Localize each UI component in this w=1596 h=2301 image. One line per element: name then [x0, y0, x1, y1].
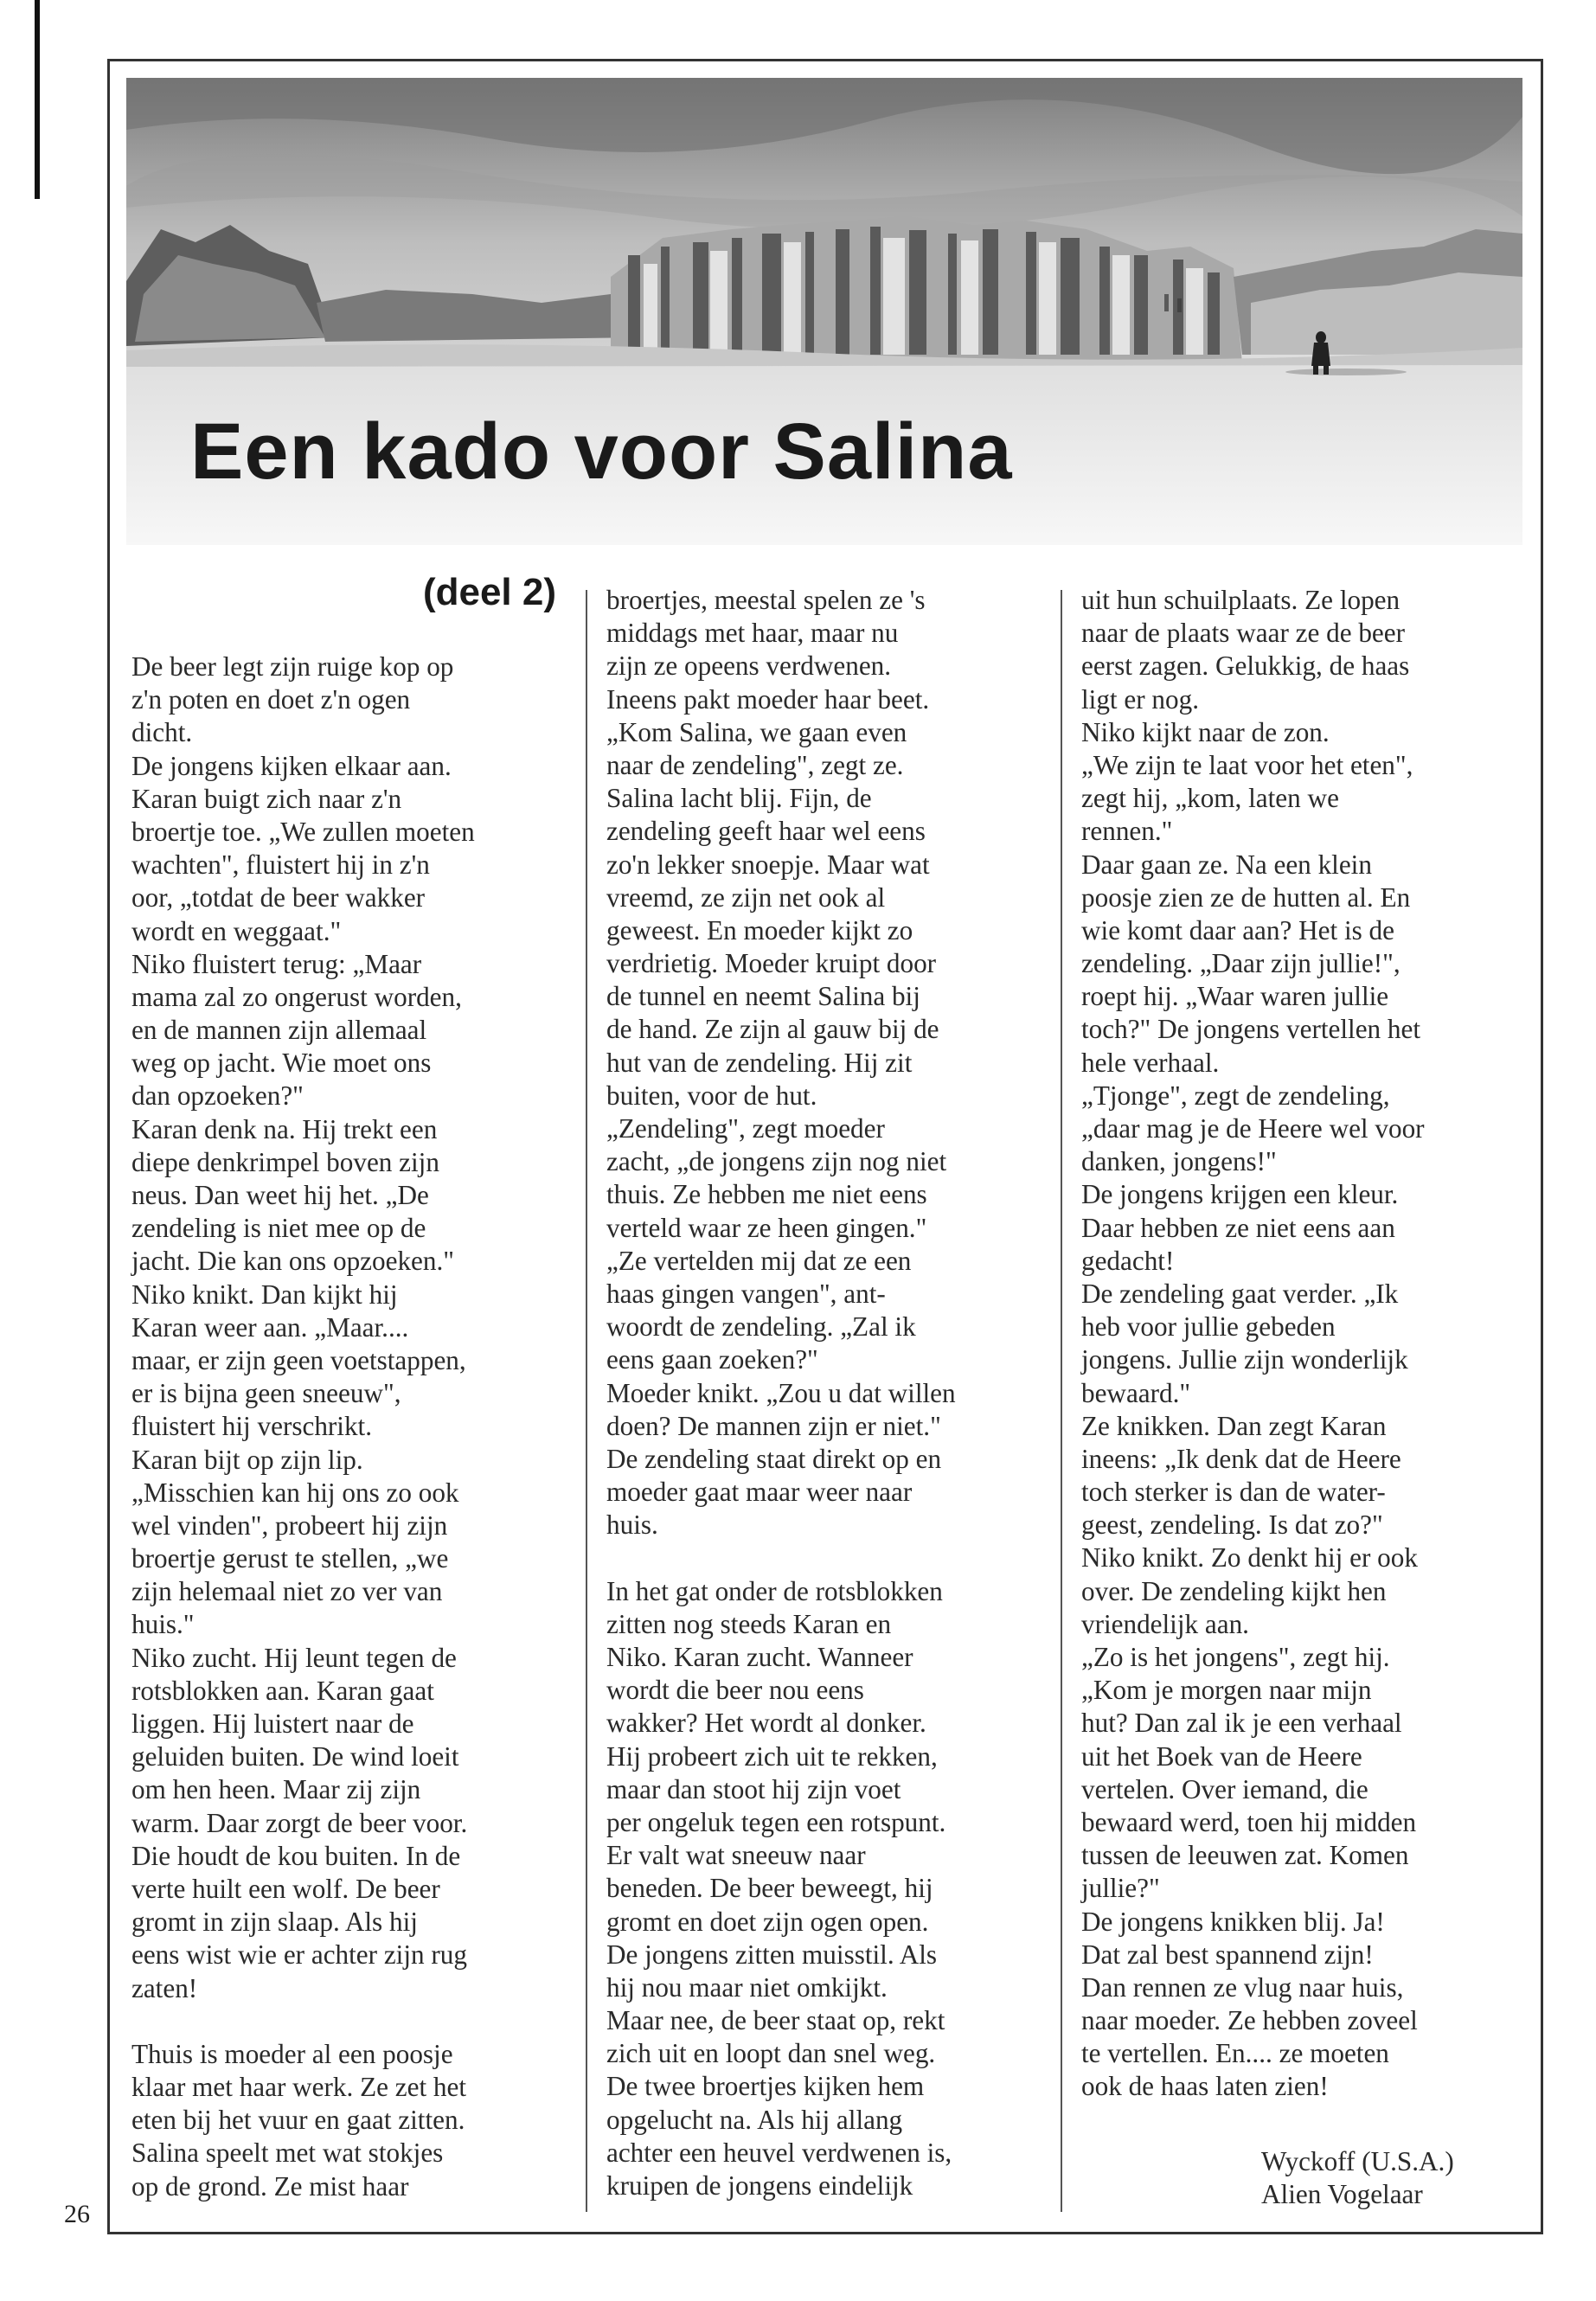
text-line: klaar met haar werk. Ze zet het [131, 2072, 467, 2103]
text-line: geweest. En moeder kijkt zo [606, 914, 913, 945]
text-line: vertelen. Over iemand, die [1081, 1773, 1368, 1804]
text-line: wel vinden", probeert hij zijn [131, 1509, 448, 1541]
text-line: liggen. Hij luistert naar de [131, 1708, 414, 1739]
text-line: Thuis is moeder al een poosje [131, 2038, 453, 2069]
text-line: mama zal zo ongerust worden, [131, 981, 462, 1012]
text-line: Niko kijkt naar de zon. [1081, 716, 1330, 747]
text-line: neus. Dan weet hij het. „De [131, 1180, 429, 1210]
text-line: Er valt wat sneeuw naar [606, 1840, 866, 1871]
text-line: zijn ze opeens verdwenen. [606, 651, 892, 682]
text-line: „We zijn te laat voor het eten", [1081, 749, 1413, 780]
text-line: thuis. Ze hebben me niet eens [606, 1179, 927, 1210]
page-number: 26 [64, 2200, 90, 2228]
text-line: broertje toe. „We zullen moeten [131, 816, 475, 847]
text-line: warm. Daar zorgt de beer voor. [131, 1807, 468, 1838]
text-line: zitten nog steeds Karan en [606, 1608, 892, 1639]
text-line: wachten", fluistert hij in z'n [131, 849, 430, 881]
text-line: Maar nee, de beer staat op, rekt [606, 2005, 945, 2036]
text-line: zendeling. „Daar zijn jullie!", [1081, 948, 1401, 979]
text-line: gromt en doet zijn ogen open. [606, 1906, 929, 1937]
text-line: eens wist wie er achter zijn rug [131, 1939, 467, 1971]
text-line: Moeder knikt. „Zou u dat willen [606, 1377, 956, 1408]
text-line: uit hun schuilplaats. Ze lopen [1081, 585, 1401, 615]
text-line: bewaard." [1081, 1377, 1191, 1408]
text-line: jullie?" [1081, 1873, 1160, 1904]
text-line: De jongens krijgen een kleur. [1081, 1179, 1399, 1210]
story-column-3 [1081, 584, 1514, 2104]
text-line: vreemd, ze zijn net ook al [606, 881, 886, 913]
text-line: verdrietig. Moeder kruipt door [606, 948, 937, 979]
text-line: op de grond. Ze mist haar [131, 2170, 409, 2202]
text-line: roept hij. „Waar waren jullie [1081, 981, 1389, 1012]
text-line: hut van de zendeling. Hij zit [606, 1047, 913, 1078]
text-line: diepe denkrimpel boven zijn [131, 1146, 439, 1177]
text-line: woordt de zendeling. „Zal ik [606, 1311, 916, 1343]
text-line: De zendeling gaat verder. „Ik [1081, 1278, 1399, 1309]
text-line: eerst zagen. Gelukkig, de haas [1081, 651, 1410, 682]
text-line: Karan buigt zich naar z'n [131, 783, 402, 814]
text-line: over. De zendeling kijkt hen [1081, 1575, 1387, 1606]
text-line: eten bij het vuur en gaat zitten. [131, 2105, 465, 2136]
text-line: beneden. De beer beweegt, hij [606, 1873, 933, 1904]
text-line: Karan weer aan. „Maar.... [131, 1311, 409, 1343]
text-line: verte huilt een wolf. De beer [131, 1873, 440, 1904]
text-line: zo'n lekker snoepje. Maar wat [606, 849, 930, 880]
text-line: rotsblokken aan. Karan gaat [131, 1675, 434, 1706]
text-line: bewaard werd, toen hij midden [1081, 1806, 1417, 1837]
text-line: naar de zendeling", zegt ze. [606, 749, 904, 780]
text-line: per ongeluk tegen een rotspunt. [606, 1806, 946, 1837]
text-line: zaten! [131, 1972, 198, 2003]
text-line: toch sterker is dan de water- [1081, 1477, 1386, 1508]
text-line: z'n poten en doet z'n ogen [131, 684, 411, 715]
text-line: gromt in zijn slaap. Als hij [131, 1907, 418, 1938]
text-line: doen? De mannen zijn er niet." [606, 1410, 941, 1441]
text-line: Hij probeert zich uit te rekken, [606, 1740, 938, 1772]
text-line: „daar mag je de Heere wel voor [1081, 1113, 1425, 1144]
text-line: huis." [131, 1609, 195, 1640]
text-line: om hen heen. Maar zij zijn [131, 1774, 421, 1805]
text-line: De jongens knikken blij. Ja! [1081, 1906, 1385, 1937]
column-divider [1061, 590, 1062, 2212]
text-line: gedacht! [1081, 1245, 1175, 1276]
text-line: Die houdt de kou buiten. In de [131, 1840, 461, 1871]
text-line: buiten, voor de hut. [606, 1080, 817, 1111]
text-line: fluistert hij verschrikt. [131, 1411, 373, 1442]
text-line: Dat zal best spannend zijn! [1081, 1939, 1374, 1970]
text-line: eens gaan zoeken?" [606, 1344, 818, 1375]
text-line: heb voor jullie gebeden [1081, 1311, 1336, 1343]
text-line: uit het Boek van de Heere [1081, 1740, 1362, 1772]
text-line: Dan rennen ze vlug naar huis, [1081, 1971, 1404, 2003]
text-line: Ze knikken. Dan zegt Karan [1081, 1410, 1387, 1441]
text-line: „Zendeling", zegt moeder [606, 1113, 885, 1144]
text-line: haas gingen vangen", ant- [606, 1278, 886, 1309]
text-line: maar dan stoot hij zijn voet [606, 1773, 901, 1804]
text-line: opgelucht na. Als hij allang [606, 2104, 903, 2135]
text-line: middags met haar, maar nu [606, 618, 899, 649]
text-line: zendeling is niet mee op de [131, 1213, 426, 1244]
text-line: „Ze vertelden mij dat ze een [606, 1245, 912, 1276]
text-line: „Misschien kan hij ons zo ook [131, 1477, 459, 1508]
text-line: De jongens zitten muisstil. Als [606, 1939, 938, 1970]
text-line: zendeling geeft haar wel eens [606, 816, 926, 847]
text-line: kruipen de jongens eindelijk [606, 2170, 913, 2201]
text-line: Daar gaan ze. Na een klein [1081, 849, 1372, 880]
text-line: geluiden buiten. De wind loeit [131, 1741, 459, 1772]
text-line: „Tjonge", zegt de zendeling, [1081, 1080, 1390, 1111]
text-line: oor, „totdat de beer wakker [131, 882, 426, 913]
text-line: zich uit en loopt dan snel weg. [606, 2038, 936, 2069]
article-title: Een kado voor Salina [190, 407, 1013, 496]
text-line: wordt die beer nou eens [606, 1675, 864, 1706]
text-line: wakker? Het wordt al donker. [606, 1708, 926, 1739]
text-line: ligt er nog. [1081, 683, 1199, 715]
text-line: Karan denk na. Hij trekt een [131, 1113, 438, 1144]
article-subtitle: (deel 2) [422, 571, 556, 613]
text-line: De twee broertjes kijken hem [606, 2071, 925, 2102]
text-line: hij nou maar niet omkijkt. [606, 1971, 888, 2003]
column-divider [586, 590, 587, 2212]
binding-edge [35, 0, 40, 199]
text-line: ineens: „Ik denk dat de Heere [1081, 1443, 1401, 1474]
text-line: poosje zien ze de hutten al. En [1081, 881, 1411, 913]
text-line: broertjes, meestal spelen ze 's [606, 585, 926, 615]
text-line: er is bijna geen sneeuw", [131, 1378, 401, 1409]
text-line: „Kom Salina, we gaan even [606, 716, 907, 747]
text-line: achter een heuvel verdwenen is, [606, 2137, 952, 2168]
text-line: de tunnel en neemt Salina bij [606, 981, 920, 1012]
text-line: Niko zucht. Hij leunt tegen de [131, 1642, 457, 1673]
text-line: Niko fluistert terug: „Maar [131, 948, 422, 979]
text-line: moeder gaat maar weer naar [606, 1477, 913, 1508]
text-line: toch?" De jongens vertellen het [1081, 1014, 1421, 1045]
text-line: vriendelijk aan. [1081, 1608, 1249, 1639]
text-line: Daar hebben ze niet eens aan [1081, 1212, 1395, 1243]
text-line: rennen." [1081, 816, 1173, 847]
text-line: „Kom je morgen naar mijn [1081, 1675, 1372, 1706]
text-line: jacht. Die kan ons opzoeken." [131, 1246, 455, 1277]
text-line: zijn helemaal niet zo ver van [131, 1576, 443, 1607]
paragraph-gap [131, 2005, 564, 2038]
text-line: De jongens kijken elkaar aan. [131, 750, 452, 781]
text-line: naar moeder. Ze hebben zoveel [1081, 2005, 1418, 2036]
text-line: de hand. Ze zijn al gauw bij de [606, 1014, 939, 1045]
text-line: huis. [606, 1509, 658, 1541]
text-line: Niko. Karan zucht. Wanneer [606, 1642, 913, 1672]
text-line: zacht, „de jongens zijn nog niet [606, 1146, 947, 1177]
text-line: wie komt daar aan? Het is de [1081, 914, 1394, 945]
text-line: De beer legt zijn ruige kop op [131, 651, 454, 682]
text-line: Ineens pakt moeder haar beet. [606, 683, 930, 715]
text-line: broertje gerust te stellen, „we [131, 1543, 449, 1574]
text-line: De zendeling staat direkt op en [606, 1443, 942, 1474]
text-line: Salina lacht blij. Fijn, de [606, 783, 872, 814]
text-line: wordt en weggaat." [131, 915, 342, 946]
text-line: Karan bijt op zijn lip. [131, 1444, 363, 1475]
paragraph-gap [606, 1541, 1039, 1574]
text-line: naar de plaats waar ze de beer [1081, 618, 1406, 649]
text-line: maar, er zijn geen voetstappen, [131, 1344, 466, 1375]
text-line: dan opzoeken?" [131, 1080, 304, 1112]
text-line: en de mannen zijn allemaal [131, 1015, 427, 1046]
story-column-1 [131, 651, 564, 2203]
text-line: danken, jongens!" [1081, 1146, 1277, 1177]
story-column-2 [606, 584, 1039, 2202]
text-line: ook de haas laten zien! [1081, 2071, 1329, 2102]
text-line: In het gat onder de rotsblokken [606, 1575, 943, 1606]
text-line: weg op jacht. Wie moet ons [131, 1048, 432, 1079]
text-line: zegt hij, „kom, laten we [1081, 783, 1339, 814]
text-line: Niko knikt. Dan kijkt hij [131, 1279, 398, 1310]
text-line: „Zo is het jongens", zegt hij. [1081, 1642, 1390, 1672]
text-line: te vertellen. En.... ze moeten [1081, 2038, 1389, 2069]
text-line: Niko knikt. Zo denkt hij er ook [1081, 1542, 1418, 1574]
translator-credit: Alien Vogelaar [1261, 2179, 1423, 2209]
text-line: tussen de leeuwen zat. Komen [1081, 1840, 1409, 1871]
author-credit: Wyckoff (U.S.A.) [1261, 2146, 1454, 2176]
text-line: geest, zendeling. Is dat zo?" [1081, 1509, 1383, 1541]
text-line: hut? Dan zal ik je een verhaal [1081, 1708, 1402, 1739]
text-line: jongens. Jullie zijn wonderlijk [1081, 1344, 1408, 1375]
text-line: dicht. [131, 717, 193, 748]
text-line: verteld waar ze heen gingen." [606, 1212, 927, 1243]
text-line: hele verhaal. [1081, 1047, 1220, 1078]
text-line: Salina speelt met wat stokjes [131, 2138, 444, 2169]
